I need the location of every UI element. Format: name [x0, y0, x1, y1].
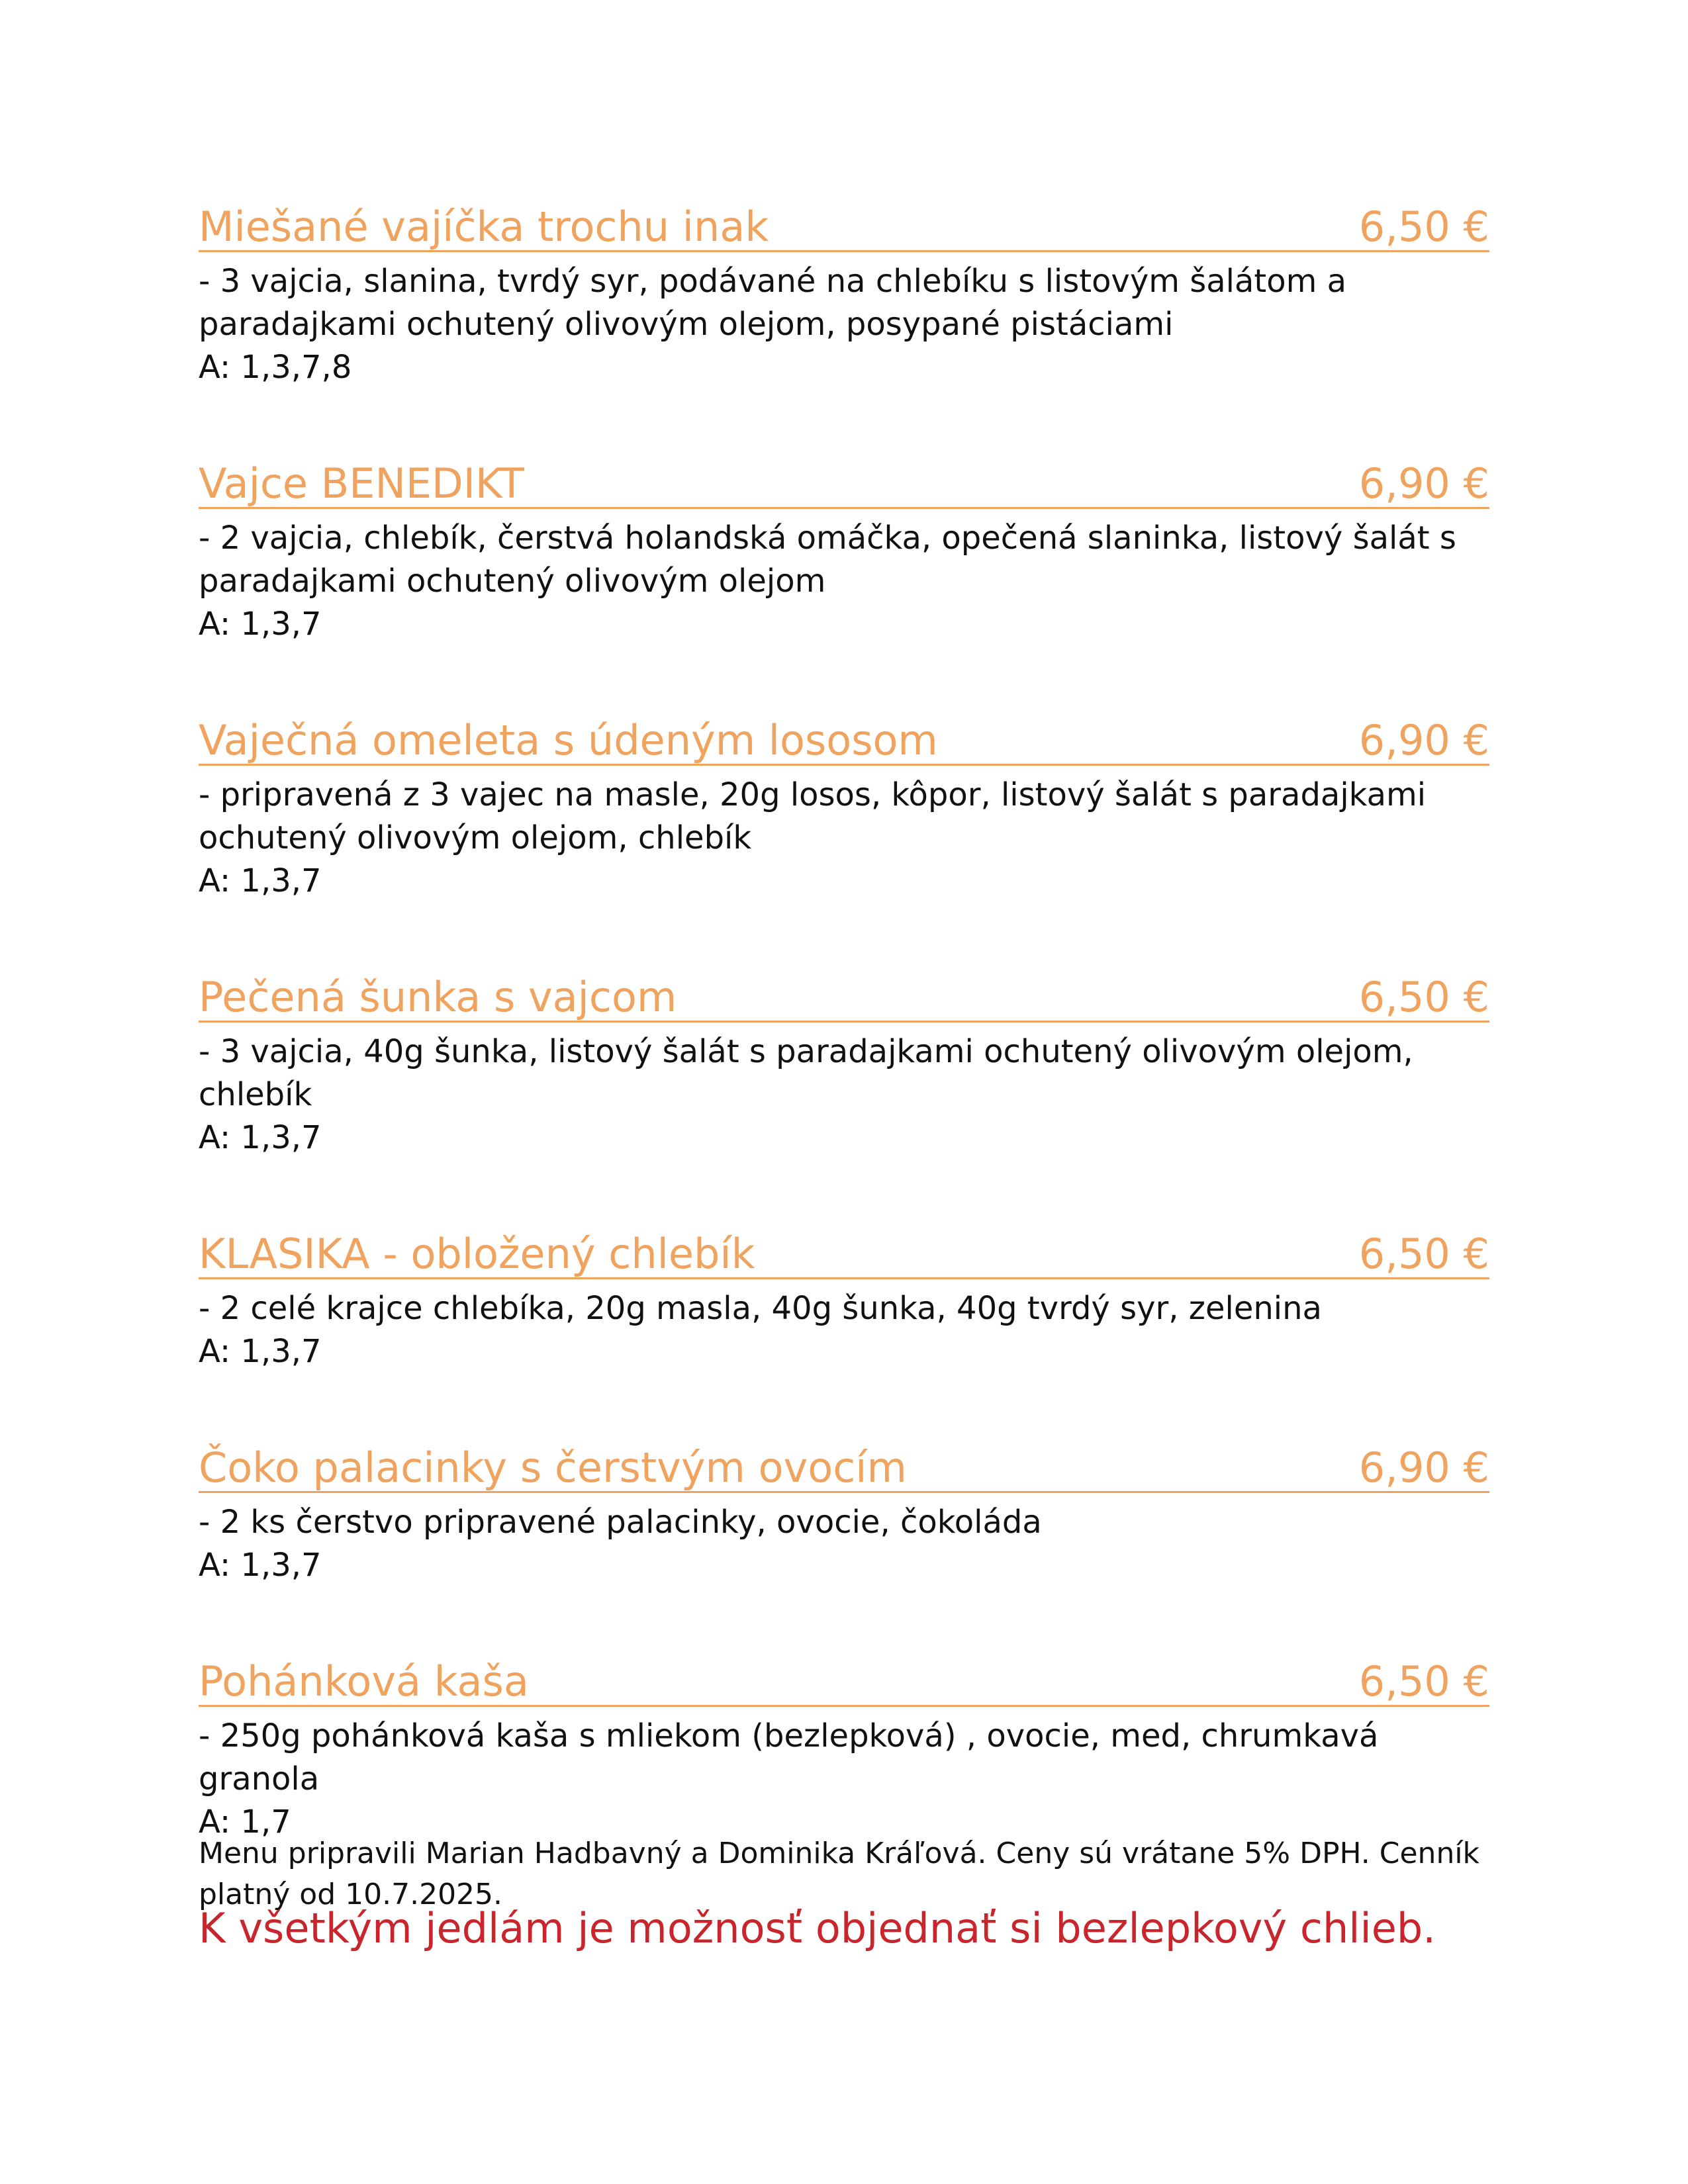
item-name: Miešané vajíčka trochu inak	[199, 203, 769, 251]
item-allergens: A: 1,7	[199, 1803, 291, 1841]
item-header	[199, 709, 1489, 766]
item-description: - 3 vajcia, 40g šunka, listový šalát s paradajkami ochutený olivovým olejom, chlebík	[199, 1033, 1413, 1113]
item-name: Čoko palacinky s čerstvým ovocím	[199, 1443, 907, 1492]
item-header	[199, 453, 1489, 509]
item-name: Pohánková kaša	[199, 1657, 529, 1706]
item-description: - 250g pohánková kaša s mliekom (bezlepková) , ovocie, med, chrumkavá granola	[199, 1717, 1379, 1797]
menu-item	[199, 1223, 1489, 1373]
item-header	[199, 1651, 1489, 1707]
item-description: - 2 celé krajce chlebíka, 20g masla, 40g šunka, 40g tvrdý syr, zelenina	[199, 1290, 1322, 1327]
item-description: - pripravená z 3 vajec na masle, 20g losos, kôpor, listový šalát s paradajkami ochutený olivovým olejom, chlebík	[199, 776, 1427, 856]
item-name: Vajce BENEDIKT	[199, 459, 524, 508]
menu-item	[199, 196, 1489, 389]
item-price: 6,50 €	[1358, 1230, 1489, 1278]
item-allergens: A: 1,3,7	[199, 862, 322, 899]
item-name: Pečená šunka s vajcom	[199, 973, 677, 1021]
item-header	[199, 1437, 1489, 1493]
footer-note: Menu pripravili Marian Hadbavný a Dominika Kráľová. Ceny sú vrátane 5% DPH. Cenník platný od 10.7.2025.	[199, 1837, 1480, 1911]
item-allergens: A: 1,3,7	[199, 1333, 322, 1370]
item-price: 6,90 €	[1358, 459, 1489, 508]
item-header	[199, 1223, 1489, 1279]
menu-item	[199, 453, 1489, 646]
item-header	[199, 196, 1489, 252]
menu-item	[199, 1651, 1489, 1844]
item-allergens: A: 1,3,7,8	[199, 349, 352, 386]
menu-item	[199, 709, 1489, 903]
item-name: Vaječná omeleta s údeným lososom	[199, 716, 938, 764]
menu-item	[199, 1437, 1489, 1587]
item-price: 6,50 €	[1358, 973, 1489, 1021]
item-price: 6,50 €	[1358, 203, 1489, 251]
menu-item	[199, 966, 1489, 1160]
item-allergens: A: 1,3,7	[199, 1119, 322, 1156]
gluten-free-note: K všetkým jedlám je možnosť objednať si bezlepkový chlieb.	[199, 1904, 1436, 1952]
item-description: - 2 vajcia, chlebík, čerstvá holandská omáčka, opečená slaninka, listový šalát s paradajkami ochutený olivovým olejom	[199, 520, 1456, 600]
item-allergens: A: 1,3,7	[199, 1547, 322, 1584]
item-name: KLASIKA - obložený chlebík	[199, 1230, 755, 1278]
item-price: 6,90 €	[1358, 1443, 1489, 1492]
menu-list	[199, 196, 1489, 1955]
item-price: 6,90 €	[1358, 716, 1489, 764]
item-description: - 2 ks čerstvo pripravené palacinky, ovocie, čokoláda	[199, 1504, 1042, 1541]
item-price: 6,50 €	[1358, 1657, 1489, 1706]
item-description: - 3 vajcia, slanina, tvrdý syr, podávané na chlebíku s listovým šalátom a paradajkami ochutený olivovým olejom, posypané pistáciami	[199, 263, 1347, 343]
item-header	[199, 966, 1489, 1023]
item-allergens: A: 1,3,7	[199, 606, 322, 643]
